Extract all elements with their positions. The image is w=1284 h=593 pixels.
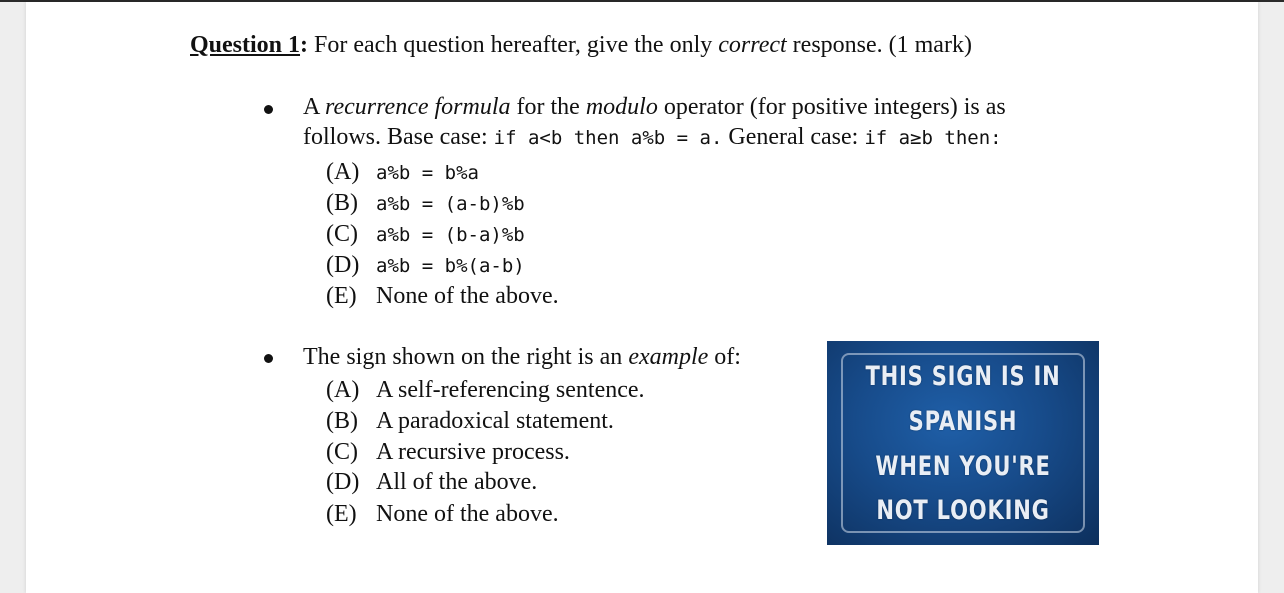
sign-line-3: WHEN YOU'RE — [875, 451, 1051, 482]
sign-line-1: THIS SIGN IS IN — [865, 361, 1061, 392]
q2-option-b: (B) A paradoxical statement. — [326, 408, 614, 434]
q1-line-1: A recurrence formula for the modulo operator (for positive integers) is as — [303, 94, 1006, 120]
base-case-code: if a<b then a%b = a. — [493, 127, 723, 149]
sign-line-2: SPANISH — [908, 406, 1018, 437]
bullet-icon — [264, 354, 273, 363]
q1-option-b: (B) a%b = (a-b)%b — [326, 190, 525, 216]
q2-option-c: (C) A recursive process. — [326, 439, 570, 465]
q2-option-d: (D) All of the above. — [326, 469, 538, 495]
q2-option-e: (E) None of the above. — [326, 501, 559, 527]
bullet-icon — [264, 105, 273, 114]
sign-line-4: NOT LOOKING — [876, 495, 1050, 526]
question-heading: Question 1: For each question hereafter, give the only correct response. (1 mark) — [190, 32, 972, 58]
q1-option-c: (C) a%b = (b-a)%b — [326, 221, 525, 247]
document-page — [26, 2, 1258, 593]
q1-line-2: follows. Base case: if a<b then a%b = a. General case: if a≥b then: — [303, 124, 1002, 150]
q1-option-a: (A) a%b = b%a — [326, 159, 479, 185]
q1-option-e: (E) None of the above. — [326, 283, 559, 309]
sign-image — [827, 341, 1099, 545]
general-case-code: if a≥b then: — [864, 127, 1002, 149]
q1-option-d: (D) a%b = b%(a-b) — [326, 252, 525, 278]
q2-option-a: (A) A self-referencing sentence. — [326, 377, 645, 403]
q1-prompt — [303, 92, 1006, 153]
q2-prompt: The sign shown on the right is an example of: — [303, 344, 741, 370]
question-label: Question 1 — [190, 32, 301, 58]
